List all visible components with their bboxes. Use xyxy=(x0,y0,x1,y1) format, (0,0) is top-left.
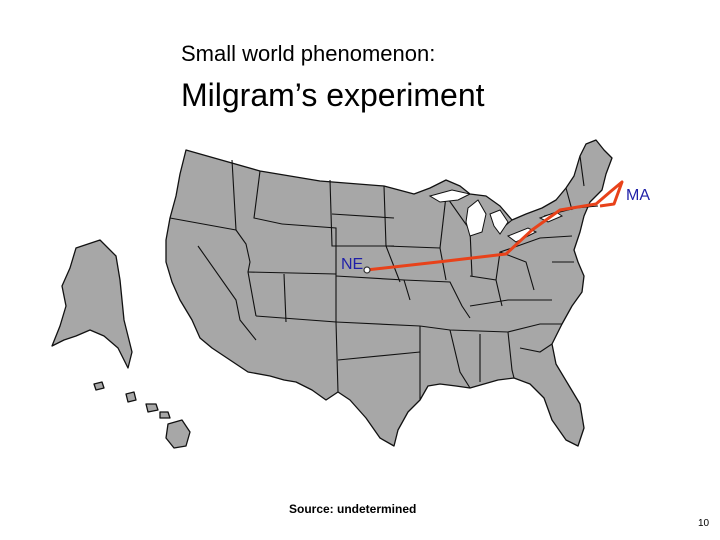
nebraska-start-marker xyxy=(364,267,370,273)
alaska-shape xyxy=(52,240,132,368)
hawaii-islands xyxy=(94,382,190,448)
source-note: Source: undetermined xyxy=(289,502,417,516)
label-ma: MA xyxy=(626,187,650,204)
slide-title: Milgram’s experiment xyxy=(181,77,485,113)
page-number: 10 xyxy=(698,518,710,529)
contiguous-us-outline xyxy=(166,140,612,446)
label-ne: NE xyxy=(341,256,364,273)
slide-subtitle: Small world phenomenon: xyxy=(181,41,436,66)
